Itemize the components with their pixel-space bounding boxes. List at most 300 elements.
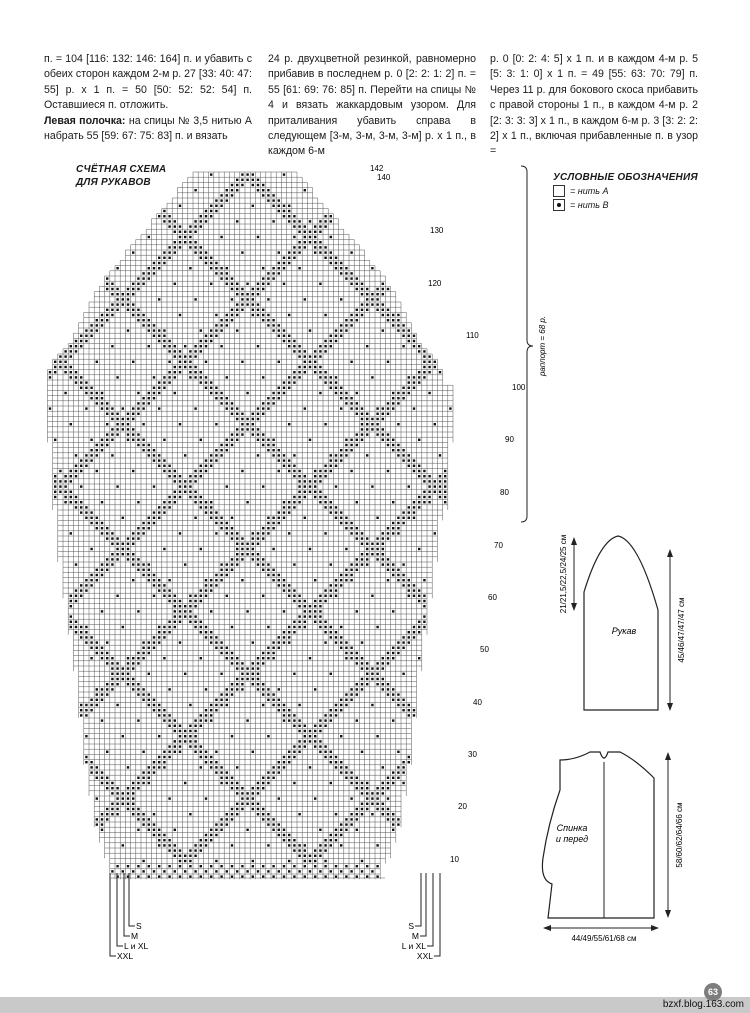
stitch-dot xyxy=(215,870,217,872)
stitch-dot xyxy=(350,402,352,404)
stitch-dot xyxy=(252,288,254,290)
stitch-dot xyxy=(111,792,113,794)
stitch-dot xyxy=(179,314,181,316)
stitch-dot xyxy=(142,407,144,409)
stitch-dot xyxy=(413,631,415,633)
stitch-dot xyxy=(111,293,113,295)
stitch-dot xyxy=(80,340,82,342)
stitch-dot xyxy=(200,621,202,623)
stitch-dot xyxy=(356,392,358,394)
stitch-dot xyxy=(330,709,332,711)
stitch-dot xyxy=(335,589,337,591)
stitch-dot xyxy=(376,662,378,664)
stitch-dot xyxy=(366,548,368,550)
stitch-dot xyxy=(80,636,82,638)
stitch-dot xyxy=(350,813,352,815)
stitch-dot xyxy=(434,423,436,425)
stitch-dot xyxy=(408,454,410,456)
stitch-dot xyxy=(168,751,170,753)
stitch-dot xyxy=(220,777,222,779)
stitch-dot xyxy=(278,699,280,701)
stitch-dot xyxy=(80,465,82,467)
stitch-dot xyxy=(356,319,358,321)
stitch-dot xyxy=(226,569,228,571)
stitch-dot xyxy=(96,647,98,649)
stitch-dot xyxy=(283,761,285,763)
stitch-dot xyxy=(184,605,186,607)
stitch-dot xyxy=(168,688,170,690)
stitch-dot xyxy=(288,532,290,534)
stitch-dot xyxy=(309,548,311,550)
stitch-dot xyxy=(387,652,389,654)
stitch-dot xyxy=(64,480,66,482)
stitch-dot xyxy=(174,345,176,347)
stitch-dot xyxy=(267,563,269,565)
stitch-dot xyxy=(236,288,238,290)
stitch-dot xyxy=(200,381,202,383)
stitch-dot xyxy=(397,574,399,576)
stitch-dot xyxy=(90,517,92,519)
stitch-dot xyxy=(361,688,363,690)
stitch-dot xyxy=(330,381,332,383)
stitch-dot xyxy=(293,470,295,472)
stitch-dot xyxy=(174,501,176,503)
stitch-dot xyxy=(210,387,212,389)
stitch-dot xyxy=(257,553,259,555)
stitch-dot xyxy=(226,563,228,565)
stitch-dot xyxy=(179,350,181,352)
stitch-dot xyxy=(189,813,191,815)
stitch-dot xyxy=(278,641,280,643)
stitch-dot xyxy=(210,610,212,612)
stitch-dot xyxy=(314,688,316,690)
stitch-dot xyxy=(106,777,108,779)
stitch-dot xyxy=(168,475,170,477)
stitch-dot xyxy=(413,470,415,472)
stitch-dot xyxy=(158,340,160,342)
stitch-dot xyxy=(236,293,238,295)
stitch-dot xyxy=(345,329,347,331)
stitch-dot xyxy=(189,621,191,623)
stitch-dot xyxy=(200,725,202,727)
stitch-dot xyxy=(330,751,332,753)
stitch-dot xyxy=(215,397,217,399)
stitch-dot xyxy=(200,714,202,716)
stitch-dot xyxy=(158,335,160,337)
stitch-dot xyxy=(148,277,150,279)
stitch-dot xyxy=(200,506,202,508)
stitch-dot xyxy=(278,647,280,649)
stitch-dot xyxy=(168,225,170,227)
stitch-dot xyxy=(210,704,212,706)
stitch-dot xyxy=(298,855,300,857)
stitch-dot xyxy=(226,402,228,404)
stitch-dot xyxy=(387,319,389,321)
stitch-dot xyxy=(267,283,269,285)
stitch-dot xyxy=(215,449,217,451)
stitch-dot xyxy=(246,797,248,799)
stitch-dot xyxy=(168,600,170,602)
stitch-dot xyxy=(137,439,139,441)
stitch-dot xyxy=(90,584,92,586)
stitch-dot xyxy=(106,813,108,815)
stitch-dot xyxy=(236,688,238,690)
stitch-dot xyxy=(241,251,243,253)
stitch-dot xyxy=(387,782,389,784)
stitch-dot xyxy=(189,849,191,851)
stitch-dot xyxy=(309,657,311,659)
stitch-dot xyxy=(366,787,368,789)
stitch-dot xyxy=(371,418,373,420)
stitch-dot xyxy=(64,392,66,394)
stitch-dot xyxy=(304,517,306,519)
stitch-dot xyxy=(179,366,181,368)
stitch-dot xyxy=(314,875,316,877)
stitch-dot xyxy=(179,475,181,477)
stitch-dot xyxy=(116,683,118,685)
stitch-dot xyxy=(324,371,326,373)
stitch-dot xyxy=(158,506,160,508)
stitch-dot xyxy=(361,423,363,425)
stitch-dot xyxy=(127,329,129,331)
stitch-dot xyxy=(174,595,176,597)
stitch-dot xyxy=(241,303,243,305)
sleeve-top-dim: 21/21,5/22,5/24/25 см xyxy=(559,534,568,614)
stitch-dot xyxy=(158,215,160,217)
stitch-dot xyxy=(376,517,378,519)
stitch-dot xyxy=(236,662,238,664)
stitch-dot xyxy=(153,870,155,872)
stitch-dot xyxy=(90,579,92,581)
stitch-dot xyxy=(205,511,207,513)
stitch-dot xyxy=(148,267,150,269)
stitch-dot xyxy=(278,272,280,274)
stitch-dot xyxy=(267,277,269,279)
stitch-dot xyxy=(428,366,430,368)
stitch-dot xyxy=(257,792,259,794)
stitch-dot xyxy=(153,636,155,638)
stitch-dot xyxy=(283,714,285,716)
stitch-dot xyxy=(376,428,378,430)
stitch-dot xyxy=(309,485,311,487)
stitch-dot xyxy=(382,537,384,539)
stitch-dot xyxy=(236,189,238,191)
stitch-dot xyxy=(283,506,285,508)
stitch-dot xyxy=(158,735,160,737)
stitch-dot xyxy=(189,241,191,243)
stitch-dot xyxy=(267,569,269,571)
stitch-dot xyxy=(324,225,326,227)
stitch-dot xyxy=(272,693,274,695)
stitch-dot xyxy=(153,459,155,461)
stitch-dot xyxy=(96,823,98,825)
stitch-dot xyxy=(194,735,196,737)
stitch-dot xyxy=(205,844,207,846)
stitch-dot xyxy=(85,459,87,461)
stitch-dot xyxy=(153,595,155,597)
stitch-dot xyxy=(324,839,326,841)
stitch-dot xyxy=(392,563,394,565)
stitch-dot xyxy=(366,662,368,664)
stitch-dot xyxy=(345,777,347,779)
stitch-dot xyxy=(163,210,165,212)
row-label: 120 xyxy=(428,279,442,288)
stitch-dot xyxy=(220,875,222,877)
stitch-dot xyxy=(376,735,378,737)
stitch-dot xyxy=(267,647,269,649)
stitch-dot xyxy=(304,189,306,191)
stitch-dot xyxy=(371,298,373,300)
stitch-dot xyxy=(423,470,425,472)
stitch-dot xyxy=(298,350,300,352)
stitch-dot xyxy=(324,875,326,877)
stitch-dot xyxy=(262,595,264,597)
stitch-dot xyxy=(283,257,285,259)
stitch-dot xyxy=(283,335,285,337)
stitch-dot xyxy=(387,777,389,779)
stitch-dot xyxy=(293,839,295,841)
stitch-dot xyxy=(319,496,321,498)
stitch-dot xyxy=(116,423,118,425)
body-label-line1: Спинка xyxy=(556,823,588,833)
stitch-dot xyxy=(153,397,155,399)
stitch-dot xyxy=(127,293,129,295)
stitch-dot xyxy=(366,537,368,539)
stitch-dot xyxy=(106,652,108,654)
stitch-dot xyxy=(267,444,269,446)
stitch-dot xyxy=(397,699,399,701)
stitch-dot xyxy=(361,782,363,784)
stitch-dot xyxy=(174,829,176,831)
stitch-dot xyxy=(210,517,212,519)
stitch-dot xyxy=(361,803,363,805)
stitch-dot xyxy=(314,246,316,248)
stitch-dot xyxy=(210,381,212,383)
stitch-dot xyxy=(288,335,290,337)
stitch-dot xyxy=(278,709,280,711)
stitch-dot xyxy=(153,449,155,451)
stitch-dot xyxy=(142,449,144,451)
stitch-dot xyxy=(236,813,238,815)
stitch-dot xyxy=(127,553,129,555)
stitch-dot xyxy=(392,782,394,784)
stitch-dot xyxy=(205,257,207,259)
stitch-dot xyxy=(288,340,290,342)
stitch-dot xyxy=(75,496,77,498)
stitch-dot xyxy=(382,787,384,789)
stitch-dot xyxy=(127,543,129,545)
stitch-dot xyxy=(210,829,212,831)
stitch-dot xyxy=(158,517,160,519)
stitch-dot xyxy=(116,288,118,290)
stitch-dot xyxy=(184,454,186,456)
stitch-dot xyxy=(392,693,394,695)
stitch-dot xyxy=(252,184,254,186)
stitch-dot xyxy=(137,444,139,446)
stitch-dot xyxy=(226,771,228,773)
stitch-dot xyxy=(189,376,191,378)
stitch-dot xyxy=(132,553,134,555)
stitch-dot xyxy=(142,314,144,316)
stitch-dot xyxy=(220,397,222,399)
stitch-dot xyxy=(137,652,139,654)
stitch-dot xyxy=(376,303,378,305)
stitch-dot xyxy=(324,496,326,498)
stitch-dot xyxy=(148,579,150,581)
stitch-dot xyxy=(163,834,165,836)
stitch-dot xyxy=(153,823,155,825)
stitch-dot xyxy=(184,870,186,872)
stitch-dot xyxy=(257,808,259,810)
stitch-dot xyxy=(397,751,399,753)
stitch-dot xyxy=(163,844,165,846)
stitch-dot xyxy=(231,309,233,311)
stitch-dot xyxy=(75,381,77,383)
stitch-dot xyxy=(330,589,332,591)
stitch-dot xyxy=(356,407,358,409)
stitch-dot xyxy=(158,709,160,711)
stitch-dot xyxy=(350,470,352,472)
stitch-dot xyxy=(392,574,394,576)
stitch-dot xyxy=(267,298,269,300)
stitch-dot xyxy=(137,413,139,415)
stitch-dot xyxy=(413,511,415,513)
stitch-dot xyxy=(179,865,181,867)
stitch-dot xyxy=(205,870,207,872)
stitch-dot xyxy=(132,303,134,305)
stitch-dot xyxy=(402,641,404,643)
stitch-dot xyxy=(226,522,228,524)
stitch-dot xyxy=(288,470,290,472)
stitch-dot xyxy=(96,699,98,701)
stitch-dot xyxy=(314,797,316,799)
stitch-dot xyxy=(163,257,165,259)
stitch-dot xyxy=(205,220,207,222)
stitch-dot xyxy=(194,345,196,347)
stitch-dot xyxy=(361,537,363,539)
stitch-dot xyxy=(423,626,425,628)
stitch-dot xyxy=(382,667,384,669)
stitch-dot xyxy=(75,465,77,467)
stitch-dot xyxy=(163,220,165,222)
stitch-dot xyxy=(387,808,389,810)
stitch-dot xyxy=(345,548,347,550)
stitch-dot xyxy=(189,730,191,732)
stitch-dot xyxy=(324,595,326,597)
stitch-dot xyxy=(205,501,207,503)
stitch-dot xyxy=(101,569,103,571)
stitch-dot xyxy=(314,366,316,368)
stitch-dot xyxy=(116,662,118,664)
stitch-dot xyxy=(267,782,269,784)
stitch-dot xyxy=(278,766,280,768)
stitch-dot xyxy=(205,251,207,253)
row-label: 142 xyxy=(370,164,384,173)
stitch-dot xyxy=(304,480,306,482)
stitch-dot xyxy=(288,501,290,503)
stitch-dot xyxy=(397,444,399,446)
stitch-dot xyxy=(231,688,233,690)
stitch-dot xyxy=(220,267,222,269)
stitch-dot xyxy=(85,761,87,763)
stitch-dot xyxy=(356,610,358,612)
stitch-dot xyxy=(397,569,399,571)
stitch-dot xyxy=(158,407,160,409)
stitch-dot xyxy=(319,751,321,753)
stitch-dot xyxy=(205,465,207,467)
stitch-dot xyxy=(148,392,150,394)
stitch-dot xyxy=(408,376,410,378)
stitch-dot xyxy=(116,428,118,430)
stitch-dot xyxy=(319,870,321,872)
stitch-dot xyxy=(408,641,410,643)
stitch-dot xyxy=(132,688,134,690)
stitch-dot xyxy=(319,220,321,222)
stitch-dot xyxy=(257,293,259,295)
stitch-dot xyxy=(376,418,378,420)
stitch-dot xyxy=(163,631,165,633)
stitch-dot xyxy=(111,813,113,815)
stitch-dot xyxy=(189,246,191,248)
stitch-dot xyxy=(402,345,404,347)
stitch-dot xyxy=(241,470,243,472)
stitch-dot xyxy=(283,340,285,342)
stitch-dot xyxy=(272,402,274,404)
stitch-dot xyxy=(75,454,77,456)
stitch-dot xyxy=(262,652,264,654)
stitch-dot xyxy=(116,267,118,269)
stitch-dot xyxy=(408,329,410,331)
stitch-dot xyxy=(231,735,233,737)
stitch-dot xyxy=(278,771,280,773)
stitch-dot xyxy=(194,740,196,742)
stitch-dot xyxy=(148,319,150,321)
stitch-dot xyxy=(319,376,321,378)
stitch-dot xyxy=(174,470,176,472)
stitch-dot xyxy=(371,543,373,545)
stitch-dot xyxy=(75,631,77,633)
stitch-dot xyxy=(257,309,259,311)
stitch-dot xyxy=(184,615,186,617)
stitch-dot xyxy=(324,860,326,862)
stitch-dot xyxy=(101,319,103,321)
stitch-dot xyxy=(366,563,368,565)
stitch-dot xyxy=(262,277,264,279)
stitch-dot xyxy=(382,782,384,784)
stitch-dot xyxy=(356,569,358,571)
stitch-dot xyxy=(335,459,337,461)
stitch-dot xyxy=(194,220,196,222)
stitch-dot xyxy=(200,501,202,503)
stitch-dot xyxy=(298,496,300,498)
stitch-dot xyxy=(423,480,425,482)
stitch-dot xyxy=(179,745,181,747)
stitch-dot xyxy=(96,569,98,571)
stitch-dot xyxy=(80,501,82,503)
stitch-dot xyxy=(111,808,113,810)
stitch-dot xyxy=(278,517,280,519)
stitch-dot xyxy=(132,418,134,420)
stitch-dot xyxy=(231,787,233,789)
stitch-dot xyxy=(163,345,165,347)
stitch-dot xyxy=(350,818,352,820)
stitch-dot xyxy=(106,413,108,415)
stitch-dot xyxy=(267,813,269,815)
row-label: 10 xyxy=(450,855,459,864)
stitch-dot xyxy=(288,595,290,597)
stitch-dot xyxy=(371,267,373,269)
stitch-dot xyxy=(101,699,103,701)
